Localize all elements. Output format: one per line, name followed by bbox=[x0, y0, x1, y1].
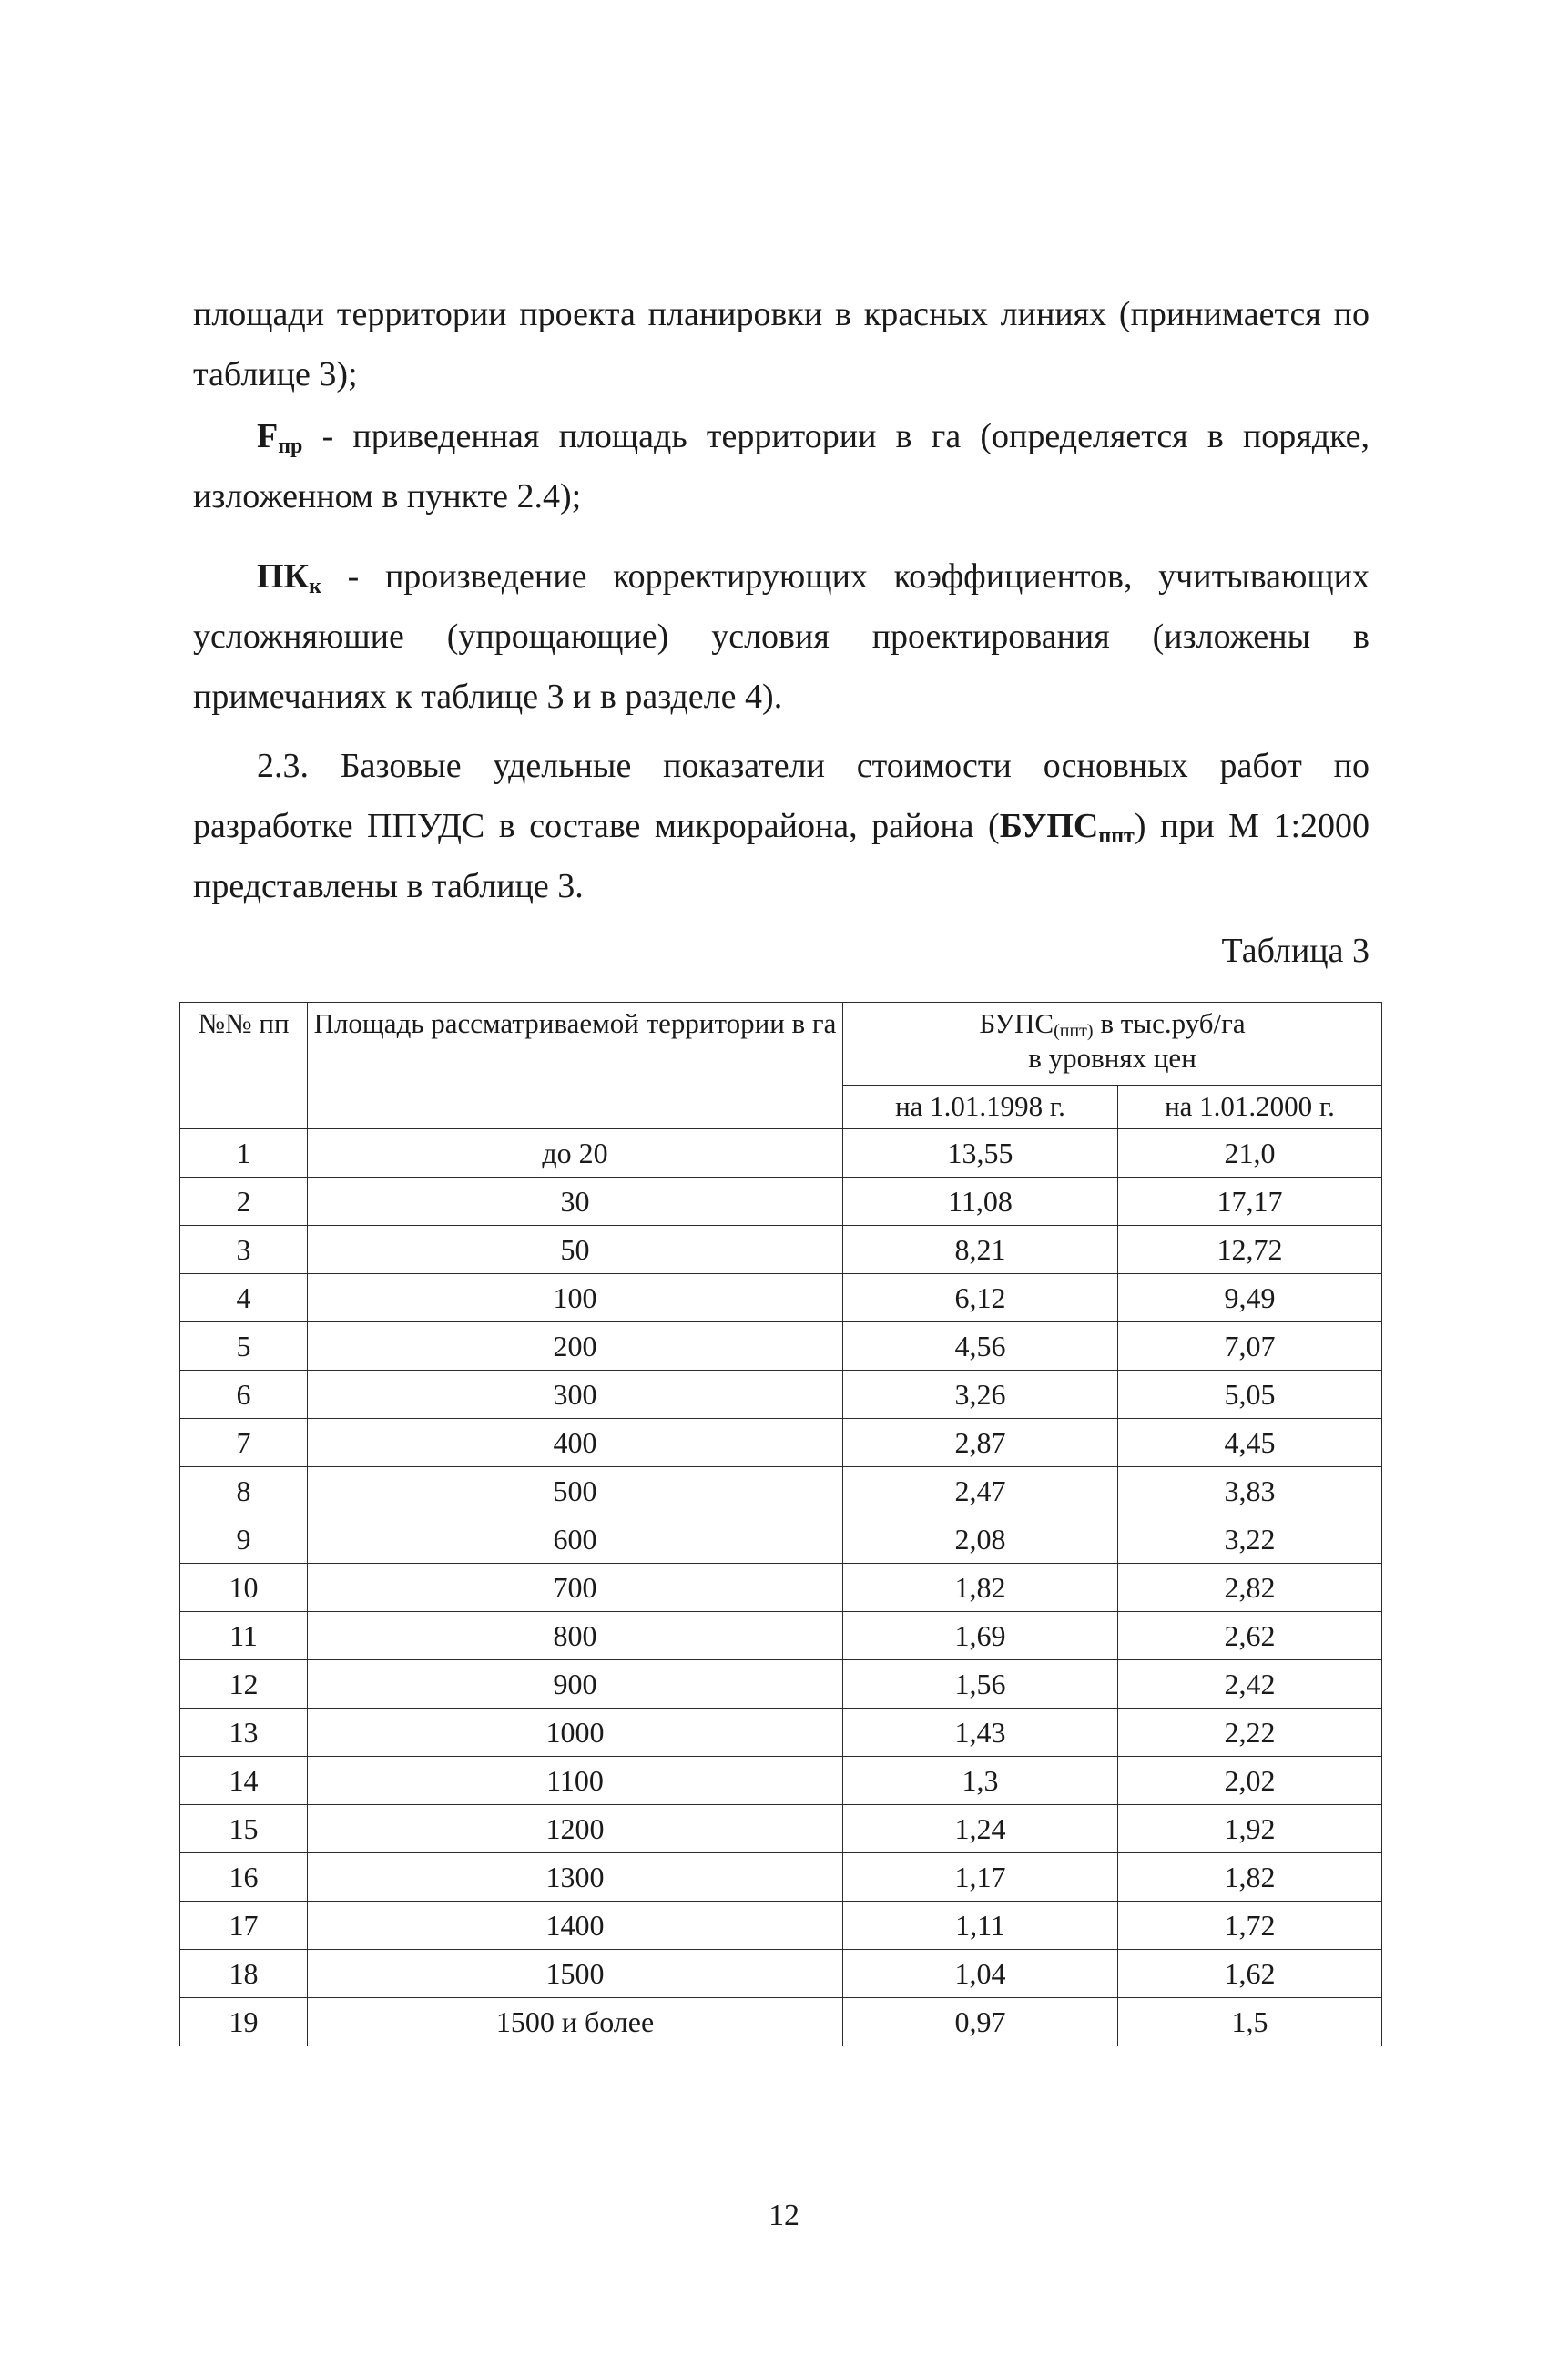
cell-value-1998: 1,11 bbox=[843, 1902, 1118, 1950]
table-row bbox=[180, 1129, 1382, 1178]
cell-number: 6 bbox=[180, 1371, 308, 1419]
cost-table bbox=[179, 1002, 1382, 2046]
table-row bbox=[180, 1178, 1382, 1226]
table-row bbox=[180, 1515, 1382, 1564]
cell-number: 10 bbox=[180, 1564, 308, 1612]
cell-number: 13 bbox=[180, 1709, 308, 1757]
cell-value-1998: 2,87 bbox=[843, 1419, 1118, 1467]
table-row bbox=[180, 1419, 1382, 1467]
paragraph-text: ) при М 1:2000 представлены в таблице 3. bbox=[193, 807, 1370, 905]
cell-value-1998: 1,82 bbox=[843, 1564, 1118, 1612]
table-row bbox=[180, 1467, 1382, 1515]
cell-value-1998: 1,43 bbox=[843, 1709, 1118, 1757]
table-row bbox=[180, 1709, 1382, 1757]
table-row bbox=[180, 1805, 1382, 1853]
cell-area: 600 bbox=[308, 1515, 843, 1564]
cell-value-2000: 5,05 bbox=[1118, 1371, 1382, 1419]
cell-value-1998: 8,21 bbox=[843, 1226, 1118, 1274]
cell-value-1998: 2,47 bbox=[843, 1467, 1118, 1515]
table-row bbox=[180, 1274, 1382, 1322]
cell-area: 1500 bbox=[308, 1950, 843, 1998]
cell-value-2000: 2,62 bbox=[1118, 1612, 1382, 1660]
table-row bbox=[180, 1902, 1382, 1950]
cell-number: 12 bbox=[180, 1660, 308, 1709]
cell-value-1998: 1,69 bbox=[843, 1612, 1118, 1660]
cell-area: 100 bbox=[308, 1274, 843, 1322]
cell-value-2000: 1,72 bbox=[1118, 1902, 1382, 1950]
cell-value-2000: 1,62 bbox=[1118, 1950, 1382, 1998]
paragraph-text: 2.3. Базовые удельные показатели стоимости основных работ по разработке ППУДС в составе микрорайона, района ( bbox=[193, 747, 1369, 845]
cell-value-1998: 1,04 bbox=[843, 1950, 1118, 1998]
cell-value-1998: 3,26 bbox=[843, 1371, 1118, 1419]
cell-value-1998: 1,17 bbox=[843, 1853, 1118, 1902]
cell-value-2000: 21,0 bbox=[1118, 1129, 1382, 1178]
table-row bbox=[180, 1998, 1382, 2046]
cell-value-2000: 17,17 bbox=[1118, 1178, 1382, 1226]
page-number: 12 bbox=[769, 2199, 799, 2232]
cell-area: 800 bbox=[308, 1612, 843, 1660]
cell-number: 9 bbox=[180, 1515, 308, 1564]
header-date-1998: на 1.01.1998 г. bbox=[843, 1085, 1118, 1128]
cell-value-1998: 4,56 bbox=[843, 1322, 1118, 1371]
cell-number: 17 bbox=[180, 1902, 308, 1950]
paragraph-fpr-definition bbox=[193, 406, 1369, 526]
cell-value-2000: 1,92 bbox=[1118, 1805, 1382, 1853]
table-row bbox=[180, 1853, 1382, 1902]
cell-area: 1000 bbox=[308, 1709, 843, 1757]
cell-value-1998: 1,56 bbox=[843, 1660, 1118, 1709]
cell-area: 50 bbox=[308, 1226, 843, 1274]
cell-value-2000: 1,5 bbox=[1118, 1998, 1382, 2046]
cell-area: 1500 и более bbox=[308, 1998, 843, 2046]
cell-value-2000: 3,83 bbox=[1118, 1467, 1382, 1515]
cell-area: 1200 bbox=[308, 1805, 843, 1853]
table-row bbox=[180, 1660, 1382, 1709]
cell-number: 8 bbox=[180, 1467, 308, 1515]
header-area: Площадь рассматриваемой территории в га bbox=[308, 1003, 843, 1129]
cell-value-2000: 2,42 bbox=[1118, 1660, 1382, 1709]
paragraph-section-2-3 bbox=[193, 736, 1369, 916]
symbol-bups: $БУПС_{ппт}$ bbox=[999, 807, 1135, 848]
cell-area: 500 bbox=[308, 1467, 843, 1515]
header-number: №№ пп bbox=[180, 1003, 308, 1129]
table-row bbox=[180, 1612, 1382, 1660]
cell-number: 4 bbox=[180, 1274, 308, 1322]
cell-number: 3 bbox=[180, 1226, 308, 1274]
cell-value-2000: 2,22 bbox=[1118, 1709, 1382, 1757]
cell-value-2000: 2,02 bbox=[1118, 1757, 1382, 1805]
cell-value-2000: 9,49 bbox=[1118, 1274, 1382, 1322]
header-date-2000: на 1.01.2000 г. bbox=[1118, 1085, 1382, 1128]
cell-area: 400 bbox=[308, 1419, 843, 1467]
cell-area: 700 bbox=[308, 1564, 843, 1612]
header-bups-group: $БУПС_{(ппт)}$ в тыс.руб/га в уровнях цен bbox=[843, 1003, 1382, 1086]
cell-value-1998: 0,97 bbox=[843, 1998, 1118, 2046]
cell-value-1998: 11,08 bbox=[843, 1178, 1118, 1226]
table-row bbox=[180, 1950, 1382, 1998]
cell-area: 900 bbox=[308, 1660, 843, 1709]
cell-area: 1300 bbox=[308, 1853, 843, 1902]
cell-area: 1100 bbox=[308, 1757, 843, 1805]
cell-area: 1400 bbox=[308, 1902, 843, 1950]
cell-number: 14 bbox=[180, 1757, 308, 1805]
paragraph-text: - произведение корректирующих коэффициентов, учитывающих усложняюшие (упрощающие) условия проектирования (изложены в примечаниях к таблице 3 и в разделе 4). bbox=[193, 557, 1369, 716]
cell-number: 15 bbox=[180, 1805, 308, 1853]
cell-number: 11 bbox=[180, 1612, 308, 1660]
paragraph-pkk-definition bbox=[193, 546, 1369, 727]
paragraph-text: - приведенная площадь территории в га (определяется в порядке, изложенном в пункте 2.4); bbox=[193, 417, 1369, 515]
symbol-pk: $ПК_к$ bbox=[257, 557, 321, 598]
table-row bbox=[180, 1564, 1382, 1612]
cell-value-2000: 4,45 bbox=[1118, 1419, 1382, 1467]
cell-number: 19 bbox=[180, 1998, 308, 2046]
cell-number: 1 bbox=[180, 1129, 308, 1178]
table-caption: Таблица 3 bbox=[1221, 932, 1369, 970]
cell-value-1998: 2,08 bbox=[843, 1515, 1118, 1564]
cell-area: до 20 bbox=[308, 1129, 843, 1178]
paragraph-text: площади территории проекта планировки в красных линиях (принимается по таблице 3); bbox=[193, 295, 1369, 393]
cell-value-2000: 7,07 bbox=[1118, 1322, 1382, 1371]
cell-value-1998: 6,12 bbox=[843, 1274, 1118, 1322]
cell-value-2000: 12,72 bbox=[1118, 1226, 1382, 1274]
cell-number: 16 bbox=[180, 1853, 308, 1902]
table-row bbox=[180, 1757, 1382, 1805]
cell-area: 30 bbox=[308, 1178, 843, 1226]
cell-number: 7 bbox=[180, 1419, 308, 1467]
cell-number: 5 bbox=[180, 1322, 308, 1371]
cell-value-1998: 13,55 bbox=[843, 1129, 1118, 1178]
table-row bbox=[180, 1371, 1382, 1419]
cell-number: 2 bbox=[180, 1178, 308, 1226]
table-row bbox=[180, 1226, 1382, 1274]
cell-area: 200 bbox=[308, 1322, 843, 1371]
cell-area: 300 bbox=[308, 1371, 843, 1419]
cell-value-1998: 1,3 bbox=[843, 1757, 1118, 1805]
table-row bbox=[180, 1322, 1382, 1371]
cell-value-2000: 2,82 bbox=[1118, 1564, 1382, 1612]
symbol-f: $F_{пр}$ bbox=[257, 417, 303, 458]
cell-value-1998: 1,24 bbox=[843, 1805, 1118, 1853]
cell-value-2000: 3,22 bbox=[1118, 1515, 1382, 1564]
cell-number: 18 bbox=[180, 1950, 308, 1998]
cell-value-2000: 1,82 bbox=[1118, 1853, 1382, 1902]
paragraph-area-definition bbox=[193, 284, 1369, 404]
